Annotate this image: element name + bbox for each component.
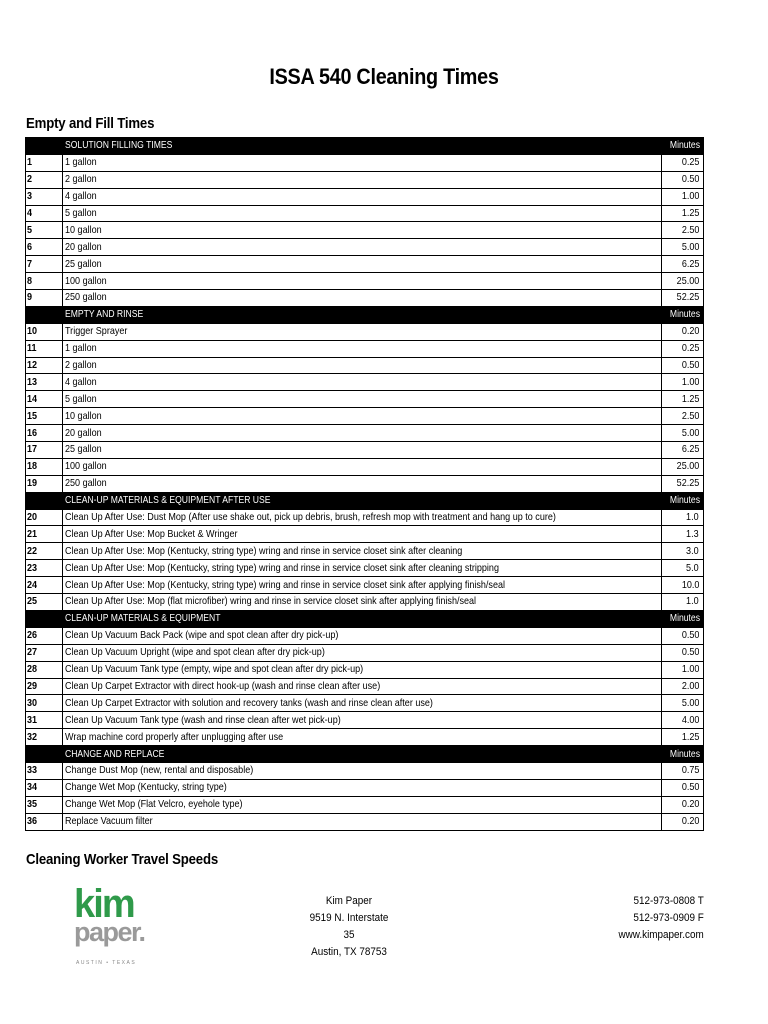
task-minutes: 1.00 — [662, 188, 704, 205]
row-number: 8 — [26, 273, 63, 290]
task-description: 5 gallon — [63, 205, 662, 222]
table-row — [26, 239, 704, 256]
row-number: 27 — [26, 644, 63, 661]
task-minutes: 4.00 — [662, 712, 704, 729]
group-heading: CLEAN-UP MATERIALS & EQUIPMENT — [63, 610, 662, 627]
row-number: 12 — [26, 357, 63, 374]
task-description: 4 gallon — [63, 374, 662, 391]
task-description: Trigger Sprayer — [63, 323, 662, 340]
table-row — [26, 509, 704, 526]
row-number: 14 — [26, 391, 63, 408]
task-minutes: 0.50 — [662, 779, 704, 796]
task-minutes: 52.25 — [662, 475, 704, 492]
minutes-column-header: Minutes — [662, 138, 704, 155]
task-description: 2 gallon — [63, 171, 662, 188]
table-row — [26, 323, 704, 340]
minutes-column-header: Minutes — [662, 492, 704, 509]
group-heading: EMPTY AND RINSE — [63, 306, 662, 323]
table-row — [26, 290, 704, 307]
task-minutes: 1.0 — [662, 509, 704, 526]
table-row — [26, 458, 704, 475]
row-number: 1 — [26, 154, 63, 171]
group-header-blank — [26, 138, 63, 155]
group-header-row — [26, 138, 704, 155]
group-heading: CHANGE AND REPLACE — [63, 746, 662, 763]
row-number: 16 — [26, 425, 63, 442]
task-description: 1 gallon — [63, 154, 662, 171]
table-row — [26, 813, 704, 830]
task-minutes: 5.00 — [662, 695, 704, 712]
table-row — [26, 154, 704, 171]
company-website[interactable]: www.kimpaper.com — [618, 929, 704, 941]
task-minutes: 6.25 — [662, 442, 704, 459]
task-description: Clean Up After Use: Mop (Kentucky, string type) wring and rinse in service closet sink after cleaning stripping — [63, 560, 662, 577]
row-number: 18 — [26, 458, 63, 475]
row-number: 34 — [26, 779, 63, 796]
row-number: 19 — [26, 475, 63, 492]
task-description: Clean Up After Use: Mop (Kentucky, string type) wring and rinse in service closet sink after cleaning — [63, 543, 662, 560]
task-description: Change Wet Mop (Flat Velcro, eyehole type) — [63, 796, 662, 813]
row-number: 32 — [26, 729, 63, 746]
task-description: 5 gallon — [63, 391, 662, 408]
task-minutes: 52.25 — [662, 290, 704, 307]
task-description: 250 gallon — [63, 290, 662, 307]
table-row — [26, 374, 704, 391]
row-number: 22 — [26, 543, 63, 560]
task-minutes: 2.50 — [662, 222, 704, 239]
table-row — [26, 188, 704, 205]
table-row — [26, 475, 704, 492]
task-description: Clean Up Vacuum Upright (wipe and spot clean after dry pick-up) — [63, 644, 662, 661]
task-minutes: 0.20 — [662, 796, 704, 813]
task-description: 4 gallon — [63, 188, 662, 205]
task-description: Clean Up After Use: Mop (Kentucky, string type) wring and rinse in service closet sink after applying finish/seal — [63, 577, 662, 594]
group-header-row — [26, 306, 704, 323]
row-number: 3 — [26, 188, 63, 205]
table-row — [26, 357, 704, 374]
row-number: 36 — [26, 813, 63, 830]
task-minutes: 3.0 — [662, 543, 704, 560]
table-row — [26, 661, 704, 678]
group-header-blank — [26, 306, 63, 323]
company-contact — [619, 893, 704, 944]
task-minutes: 0.20 — [662, 813, 704, 830]
task-description: Clean Up Vacuum Tank type (wash and rinse clean after wet pick-up) — [63, 712, 662, 729]
group-header-blank — [26, 610, 63, 627]
task-minutes: 0.25 — [662, 340, 704, 357]
row-number: 15 — [26, 408, 63, 425]
row-number: 25 — [26, 594, 63, 611]
table-row — [26, 796, 704, 813]
group-header-row — [26, 610, 704, 627]
row-number: 20 — [26, 509, 63, 526]
task-minutes: 25.00 — [662, 458, 704, 475]
group-header-row — [26, 746, 704, 763]
table-row — [26, 222, 704, 239]
table-row — [26, 442, 704, 459]
section-heading-travel-speeds: Cleaning Worker Travel Speeds — [26, 851, 219, 868]
table-row — [26, 729, 704, 746]
task-description: 10 gallon — [63, 408, 662, 425]
row-number: 5 — [26, 222, 63, 239]
company-city: Austin, TX 78753 — [311, 946, 387, 958]
row-number: 21 — [26, 526, 63, 543]
table-row — [26, 171, 704, 188]
row-number: 6 — [26, 239, 63, 256]
task-minutes: 1.25 — [662, 205, 704, 222]
row-number: 28 — [26, 661, 63, 678]
task-description: 25 gallon — [63, 442, 662, 459]
group-header-blank — [26, 492, 63, 509]
row-number: 7 — [26, 256, 63, 273]
task-minutes: 1.25 — [662, 391, 704, 408]
task-description: Clean Up After Use: Mop (flat microfiber) wring and rinse in service closet sink after applying finish/seal — [63, 594, 662, 611]
task-description: Clean Up Carpet Extractor with solution and recovery tanks (wash and rinse clean after use) — [63, 695, 662, 712]
task-minutes: 0.50 — [662, 644, 704, 661]
task-minutes: 5.00 — [662, 239, 704, 256]
task-description: 250 gallon — [63, 475, 662, 492]
task-description: Clean Up After Use: Dust Mop (After use shake out, pick up debris, brush, refresh mop with treatment and hang up to cure) — [63, 509, 662, 526]
task-minutes: 5.0 — [662, 560, 704, 577]
table-row — [26, 408, 704, 425]
task-minutes: 5.00 — [662, 425, 704, 442]
company-phone: 512-973-0808 T — [633, 895, 704, 907]
row-number: 26 — [26, 627, 63, 644]
task-description: Change Dust Mop (new, rental and disposable) — [63, 762, 662, 779]
task-description: 100 gallon — [63, 273, 662, 290]
group-header-row — [26, 492, 704, 509]
table-row — [26, 577, 704, 594]
task-minutes: 0.25 — [662, 154, 704, 171]
page-title: ISSA 540 Cleaning Times — [269, 64, 499, 89]
minutes-column-header: Minutes — [662, 610, 704, 627]
row-number: 10 — [26, 323, 63, 340]
task-minutes: 6.25 — [662, 256, 704, 273]
company-address — [305, 893, 393, 961]
row-number: 35 — [26, 796, 63, 813]
task-description: 25 gallon — [63, 256, 662, 273]
task-minutes: 1.3 — [662, 526, 704, 543]
row-number: 2 — [26, 171, 63, 188]
company-name: Kim Paper — [325, 895, 373, 907]
section-heading-empty-fill: Empty and Fill Times — [26, 115, 155, 132]
task-minutes: 1.00 — [662, 374, 704, 391]
table-row — [26, 543, 704, 560]
company-street: 9519 N. Interstate 35 — [309, 912, 389, 941]
table-row — [26, 627, 704, 644]
table-row — [26, 273, 704, 290]
row-number: 9 — [26, 290, 63, 307]
table-row — [26, 526, 704, 543]
task-description: Clean Up Vacuum Back Pack (wipe and spot clean after dry pick-up) — [63, 627, 662, 644]
task-minutes: 0.50 — [662, 357, 704, 374]
group-header-blank — [26, 746, 63, 763]
task-minutes: 0.20 — [662, 323, 704, 340]
task-description: Clean Up After Use: Mop Bucket & Wringer — [63, 526, 662, 543]
group-heading: CLEAN-UP MATERIALS & EQUIPMENT AFTER USE — [63, 492, 662, 509]
kim-paper-logo — [74, 884, 144, 970]
task-minutes: 10.0 — [662, 577, 704, 594]
task-minutes: 1.00 — [662, 661, 704, 678]
row-number: 11 — [26, 340, 63, 357]
task-minutes: 2.50 — [662, 408, 704, 425]
task-minutes: 1.0 — [662, 594, 704, 611]
task-description: 1 gallon — [63, 340, 662, 357]
task-description: Clean Up Carpet Extractor with direct hook-up (wash and rinse clean after use) — [63, 678, 662, 695]
task-description: 20 gallon — [63, 425, 662, 442]
table-row — [26, 256, 704, 273]
logo-city-text: AUSTIN • TEXAS — [76, 960, 137, 966]
task-minutes: 1.25 — [662, 729, 704, 746]
task-description: 2 gallon — [63, 357, 662, 374]
task-minutes: 2.00 — [662, 678, 704, 695]
logo-kim-text: kim — [74, 882, 134, 926]
row-number: 31 — [26, 712, 63, 729]
row-number: 24 — [26, 577, 63, 594]
task-minutes: 0.75 — [662, 762, 704, 779]
minutes-column-header: Minutes — [662, 746, 704, 763]
task-description: Clean Up Vacuum Tank type (empty, wipe and spot clean after dry pick-up) — [63, 661, 662, 678]
task-description: 10 gallon — [63, 222, 662, 239]
row-number: 13 — [26, 374, 63, 391]
task-description: Replace Vacuum filter — [63, 813, 662, 830]
table-row — [26, 560, 704, 577]
task-description: 100 gallon — [63, 458, 662, 475]
task-minutes: 0.50 — [662, 627, 704, 644]
row-number: 30 — [26, 695, 63, 712]
logo-paper-text: paper. — [74, 917, 145, 947]
task-description: 20 gallon — [63, 239, 662, 256]
row-number: 33 — [26, 762, 63, 779]
table-row — [26, 391, 704, 408]
task-minutes: 0.50 — [662, 171, 704, 188]
row-number: 23 — [26, 560, 63, 577]
task-minutes: 25.00 — [662, 273, 704, 290]
table-row — [26, 712, 704, 729]
table-row — [26, 340, 704, 357]
minutes-column-header: Minutes — [662, 306, 704, 323]
cleaning-times-table — [25, 137, 704, 831]
table-row — [26, 678, 704, 695]
row-number: 4 — [26, 205, 63, 222]
row-number: 29 — [26, 678, 63, 695]
task-description: Change Wet Mop (Kentucky, string type) — [63, 779, 662, 796]
table-row — [26, 205, 704, 222]
table-row — [26, 695, 704, 712]
table-row — [26, 779, 704, 796]
table-row — [26, 644, 704, 661]
row-number: 17 — [26, 442, 63, 459]
table-row — [26, 762, 704, 779]
table-row — [26, 425, 704, 442]
table-row — [26, 594, 704, 611]
task-description: Wrap machine cord properly after unplugging after use — [63, 729, 662, 746]
group-heading: SOLUTION FILLING TIMES — [63, 138, 662, 155]
company-fax: 512-973-0909 F — [633, 912, 704, 924]
